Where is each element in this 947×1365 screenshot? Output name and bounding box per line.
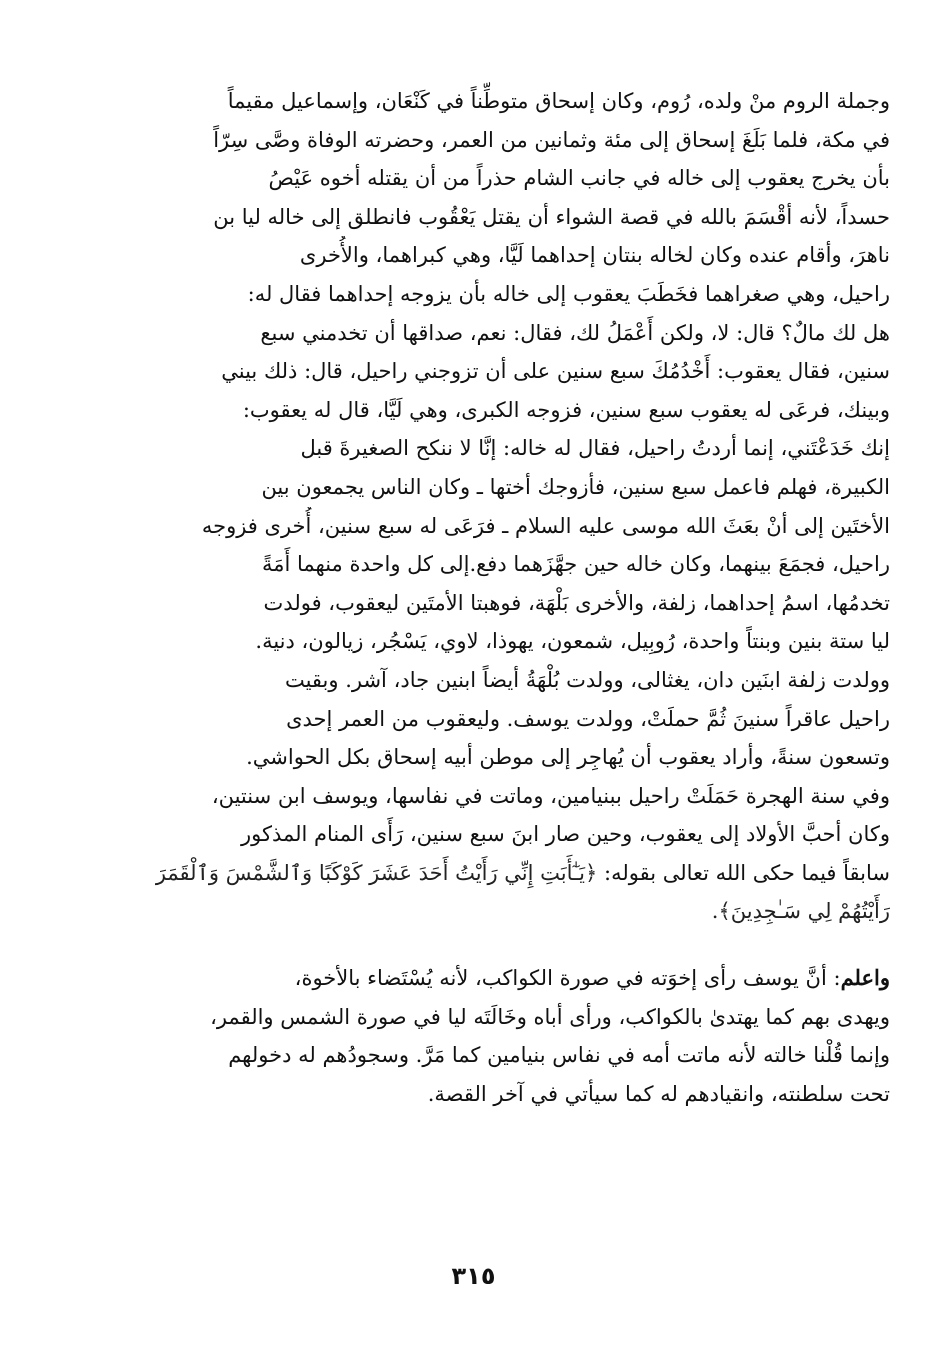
text-line: وإنما قُلْنا خالته لأنه ماتت أمه في نفاس بنيامين كما مَرَّ. وسجودُهم له دخولهم xyxy=(228,1043,890,1068)
text-line: إنك خَدَعْتَني، إنما أردتُ راحيل، فقال له خاله: إنَّا لا ننكح الصغيرةَ قبل xyxy=(300,436,890,461)
text-line: الكبيرة، فهلم فاعمل سبع سنين، فأزوجك أختها ـ وكان الناس يجمعون بين xyxy=(261,474,890,499)
text-line: حسداً، لأنه أقْسَمَ بالله في قصة الشواء أن يقتل يَعْقُوب فانطلق إلى خاله ليا بن xyxy=(213,204,890,229)
text-line: وكان أحبَّ الأولاد إلى يعقوب، وحين صار ابنَ سبع سنين، رَأَى المنام المذكور xyxy=(240,822,890,847)
page-number: ٣١٥ xyxy=(451,1262,496,1290)
text-line: في مكة، فلما بَلَغَ إسحاق إلى مئة وثمانين من العمر، وحضرته الوفاة وصَّى سِرّاً xyxy=(213,127,890,152)
text-line: الأختَين إلى أنْ بعَثَ الله موسى عليه السلام ـ فرَعَى له سبع سنين، أُخرى فزوجه xyxy=(201,513,890,538)
text-line xyxy=(82,959,890,998)
text-line: ليا ستة بنين وبنتاً واحدة، رُوبِيل، شمعون، يهوذا، لاوي، يَسْجُر، زيالون، دنية. xyxy=(255,629,890,654)
text-line: وتسعون سنةً، وأراد يعقوب أن يُهاجِر إلى موطن أبيه إسحاق بكل الحواشي. xyxy=(246,745,890,770)
paragraph-1 xyxy=(82,82,890,931)
lead-term: واعلم xyxy=(840,965,890,991)
text-line: هل لك مالٌ؟ قال: لا، ولكن أَعْمَلُ لك، فقال: نعم، صداقها أن تخدمني سبع xyxy=(260,320,890,345)
text-line: وفي سنة الهجرة حَمَلَتْ راحيل ببنيامين، وماتت في نفاسها، ويوسف ابن سنتين، xyxy=(211,783,890,808)
text-line: ويهدى بهم كما يهتدىٰ بالكواكب، ورأى أباه وخَالَتَه ليا في صورة الشمس والقمر، xyxy=(210,1004,890,1029)
paragraph-gap xyxy=(82,931,890,959)
text-line: راحيل، وهي صغراهما فخَطَبَ يعقوب إلى خاله بأن يزوجه إحداهما فقال له: xyxy=(247,281,890,306)
text-line: بأن يخرج يعقوب إلى خاله في جانب الشام حذراً من أن يقتله أخوه عَيْصُ xyxy=(268,166,890,191)
text-line: وجملة الروم منْ ولده، رُوم، وكان إسحاق متوطِّناً في كَنْعَان، وإسماعيل مقيماً xyxy=(227,89,890,113)
text-line: سنين، فقال يعقوب: أَخْدُمُكَ سبع سنين على أن تزوجني راحيل، قال: ذلك بيني xyxy=(221,359,890,384)
quran-line xyxy=(82,854,890,893)
lead-line-rest: : أنَّ يوسف رأى إخوَته في صورة الكواكب، لأنه يُسْتَضاء بالأخوة، xyxy=(294,966,841,991)
text-line: تخدمُها، اسمُ إحداهما، زلفة، والأخرى بَلْهَة، فوهبتا الأمتَين ليعقوب، فولدت xyxy=(263,590,890,615)
text-line: وولدت زلفة ابنَين دان، يغثالى، وولدت بُلْهَةُ أيضاً ابنين جاد، آشر. وبقيت xyxy=(284,667,890,692)
body-text xyxy=(82,82,890,1113)
quran-verse-end: رَأَيْتُهُمْ لِي سَـٰجِدِينَ﴾. xyxy=(711,899,890,924)
text-line: راحيل عاقراً سنينَ ثُمَّ حملَتْ، وولدت يوسف. وليعقوب من العمر إحدى xyxy=(286,706,890,731)
text-line: تحت سلطنته، وانقيادهم له كما سيأتي في آخر القصة. xyxy=(427,1081,890,1106)
text-line: ناهرَ، وأقام عنده وكان لخاله بنتان إحداهما لَيَّا، وهي كبراهما، والأُخرى xyxy=(299,243,890,268)
quran-intro: سابقاً فيما حكى الله تعالى بقوله: xyxy=(597,860,890,885)
text-line: راحيل، فجمَعَ بينهما، وكان خاله حين جهَّزَهما دفع.إلى كل واحدة منهما أَمَةً xyxy=(261,552,890,577)
text-line: وبينك، فرعَى له يعقوب سبع سنين، فزوجه الكبرى، وهي لَيَّا، قال له يعقوب: xyxy=(242,397,890,422)
quran-verse: ﴿يَـٰٓأَبَتِ إِنِّي رَأَيْتُ أَحَدَ عَشَرَ كَوْكَبًا وَٱلشَّمْسَ وَٱلْقَمَرَ xyxy=(155,860,598,885)
paragraph-2 xyxy=(82,959,890,1113)
